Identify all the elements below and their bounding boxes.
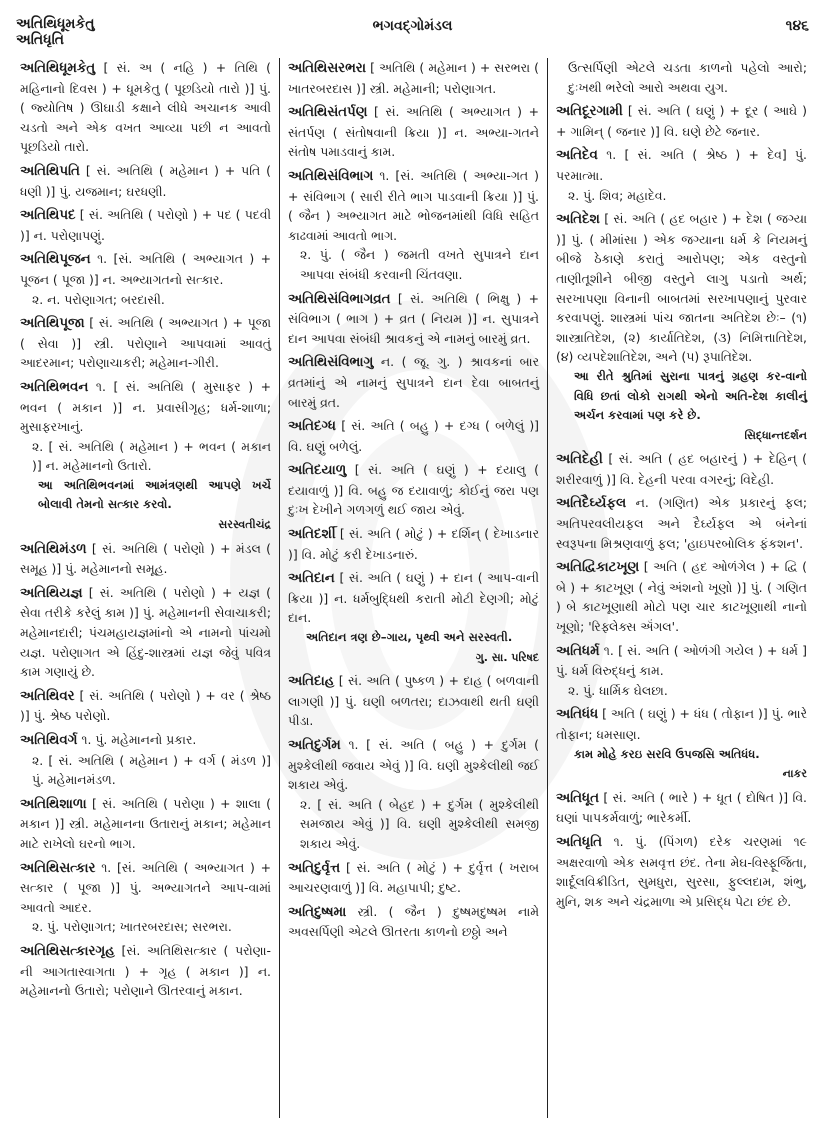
entry-definition: ૧. [સં. અતિથિ ( અભ્યાગત ) + સત્કાર ( પૂજા )] પું. અભ્યાગતને આપ-વામાં આવતો આદર. bbox=[20, 859, 271, 915]
entry-headword: અતિદેશ bbox=[556, 212, 600, 228]
entry-headword: અતિથિશાળા bbox=[20, 796, 87, 812]
entry-definition: ૧. [સં. અતિથિ ( અભ્યાગત ) + પૂજન ( પૂજા )] ન. અભ્યાગતનો સત્કાર. bbox=[20, 251, 271, 287]
entry-definition: [ સં. અતિથિ ( અભ્યાગત ) + સંતર્પણ ( સંતોષવાની ક્રિયા )] ન. અભ્યા-ગતને સંતોષ પમાડવાનું કામ. bbox=[288, 104, 539, 160]
entry-definition: [ સં. અતિથિ ( પરોણો ) + યજ્ઞ ( સેવા તરીકે કરેલું કામ )] પું. મહેમાનની સેવાચાકરી; મહેમાનદારી; પંચમહાયજ્ઞમાંનો એ નામનો પાંચમો યજ્ઞ. પરોણાગત એ હિંદુ-શાસ્ત્રમાં યજ્ઞ જેવું પવિત્ર કામ ગણાયું છે. bbox=[20, 584, 271, 680]
entry-definition: [ સં. અતિ ( ઘણું ) + દયાલુ ( દયાવાળું )] વિ. બહુ જ દયાવાળું; કોઈનું જરા પણ દુઃખ દેખીને ગળગળું થઈ જાય એવું. bbox=[288, 462, 539, 518]
entry-sense: ૨. [ સં. અતિથિ ( મહેમાન ) + ભવન ( મકાન )] ન. મહેમાનનો ઉતારો. bbox=[32, 438, 271, 474]
dictionary-entry bbox=[556, 557, 807, 636]
column-left bbox=[12, 58, 279, 1118]
entry-definition: ૧. પું. (પિંગળ) દરેક ચરણમાં ૧૯ અક્ષરવાળો એક સમવૃત્ત છંદ. તેના મેઘ-વિસ્ફૂર્જિતા, શાર્દૂલવિક્રીડિત, સુમધુરા, સુરસા, ફુલ્લદામ, શંભુ, મુનિ, શક અને ચંદ્રમાળા એ પ્રસિદ્ધ પેટા છંદ છે. bbox=[556, 833, 807, 909]
entry-headword: અતિધર્મ bbox=[556, 643, 600, 659]
dictionary-entry bbox=[20, 583, 271, 682]
column-middle bbox=[279, 58, 548, 1118]
entry-headword: અતિથિપૂજન bbox=[20, 252, 91, 268]
dictionary-entry bbox=[288, 416, 539, 456]
entry-headword: અતિદૈર્ઘ્યફલ bbox=[556, 496, 627, 512]
quotation-source: સરસ્વતીચંદ્ર bbox=[218, 518, 271, 532]
entry-headword: અતિધંધ bbox=[556, 707, 599, 723]
entry-headword: અતિથિભવન bbox=[20, 379, 89, 395]
entry-headword: અતિથિપૂજા bbox=[20, 316, 85, 332]
entry-definition: ૧. પું. મહેમાનનો પ્રકાર. bbox=[81, 732, 197, 747]
entry-definition: [ અતિ ( ઘણું ) + ધંધ ( તોફાન )] પું. ભારે તોફાન; ધમસાણ. bbox=[556, 706, 807, 742]
dictionary-entry bbox=[288, 352, 539, 412]
entry-headword: અતિદાન bbox=[288, 571, 335, 587]
entry-headword: અતિથિવર bbox=[20, 688, 75, 704]
entry-definition: [ સં. અતિથિ ( મહેમાન ) + પતિ ( ધણી )] પું. યજમાન; ઘરધણી. bbox=[20, 162, 271, 199]
entry-headword: અતિદયાળુ bbox=[288, 463, 347, 479]
entry-headword: અતિદગ્ધ bbox=[288, 419, 336, 435]
dictionary-entry bbox=[288, 289, 539, 349]
entry-definition: ઉત્સર્પિણી એટલે ચડતા કાળનો પહેલો આરો; દુઃખથી ભરેલો આરો અથવા યુગ. bbox=[568, 60, 807, 95]
dictionary-entry bbox=[20, 941, 271, 1001]
entry-headword: અતિથિવર્ગ bbox=[20, 733, 78, 748]
entry-headword: અતિથિસંવિભાગ bbox=[288, 168, 374, 184]
entry-definition: ૧. [સં. અતિથિ ( અભ્યા-ગત ) + સંવિભાગ ( સારી રીતે ભાગ પાડવાની ક્રિયા )] પું. ( જૈન ) અભ્યાગત માટે ભોજનમાંથી વિધિ સહિત કાઢવામાં આવતો ભાગ. bbox=[288, 167, 539, 243]
dictionary-entry bbox=[20, 686, 271, 726]
dictionary-entry bbox=[20, 313, 271, 373]
dictionary-entry bbox=[20, 730, 271, 790]
entry-headword: અતિથિધૂમકેતુ bbox=[20, 61, 96, 76]
dictionary-entry bbox=[288, 102, 539, 162]
dictionary-entry bbox=[556, 788, 807, 828]
entry-definition: [ સં. અ ( નહિ ) + તિથિ ( મહિનાનો દિવસ ) + ધૂમકેતુ ( પૂછડિયો તારો )] પું. ( જ્યોતિષ ) ઊઘાડી કક્ષાને લીધે અચાનક આવી ચડતો અને એક વખત આવ્યા પછી ન આવતો પૂછડિયો તારો. bbox=[20, 60, 271, 155]
entry-quotation: આ અતિથિભવનમાં આમંત્રણથી આપણે ખર્ચે બોલાવી તેમનો સત્કાર કરવો. bbox=[38, 477, 271, 512]
entry-definition: ૧. [ સં. અતિ ( બહુ ) + દુર્ગમ ( મુશ્કેલીથી જવાય એવું )] વિ. ઘણી મુશ્કેલીથી જઈ શકાય એવું. bbox=[288, 737, 539, 793]
entry-headword: અતિદ્વિકાટખૂણ bbox=[556, 560, 640, 576]
dictionary-entry bbox=[20, 161, 271, 201]
entry-headword: અતિથિસંતર્પણ bbox=[288, 105, 368, 121]
entry-definition: [ સં. અતિથિ ( અભ્યાગત ) + પૂજા ( સેવા )] સ્ત્રી. પરોણાને આપવામાં આવતું આદરમાન; પરોણાચાકરી; મહેમાન-ગીરી. bbox=[20, 315, 271, 371]
entry-definition: [ સં. અતિ ( પુષ્કળ ) + દાહ ( બળવાની લાગણી )] પું. ઘણી બળતરા; દાઝવાથી થતી ઘણી પીડા. bbox=[288, 673, 539, 729]
entry-headword: અતિથિસત્કાર bbox=[20, 860, 96, 876]
entry-definition: [ સં. અતિથિ ( પરોણો ) + વર ( શ્રેષ્ઠ )] પું. શ્રેષ્ઠ પરોણો. bbox=[20, 687, 271, 724]
page-header bbox=[0, 8, 825, 48]
dictionary-entry bbox=[556, 704, 807, 783]
entry-definition: [ સં. અતિ ( ઘણું ) + દૂર ( આઘે ) + ગામિન્ ( જનાર )] વિ. ઘણે છેટે જનાર. bbox=[556, 103, 807, 139]
dictionary-columns bbox=[12, 58, 815, 1118]
dictionary-entry bbox=[288, 524, 539, 564]
entry-headword: અતિદેહી bbox=[556, 452, 603, 468]
entry-sense: ૨. પું. ધાર્મિક ઘેલછા. bbox=[568, 682, 668, 698]
dictionary-entry bbox=[20, 58, 271, 157]
entry-headword: અતિધૃતિ bbox=[556, 834, 602, 850]
entry-sense: ૨. પું. ( જૈન ) જમતી વખતે સુપાત્રને દાન આપવા સંબંધી કરવાની ચિંતવણા. bbox=[300, 247, 539, 282]
entry-definition: [ સં. અતિ ( ઘણું ) + દાન ( આપ-વાની ક્રિયા )] ન. ધર્મબુદ્ધિથી કરાતી મોટી દેણગી; મોટું દાન. bbox=[288, 570, 539, 626]
entry-headword: અતિથિપદ bbox=[20, 208, 76, 224]
entry-sense: ૨. ન. પરોણાગત; બરદાસી. bbox=[32, 291, 165, 307]
entry-definition: ૧. [ સં. અતિથિ ( મુસાફર ) + ભવન ( મકાન )] ન. પ્રવાસીગૃહ; ધર્મ-શાળા; મુસાફરખાનું. bbox=[20, 378, 271, 435]
entry-headword: અતિદુષ્ષમા bbox=[288, 904, 347, 920]
dictionary-entry bbox=[20, 794, 271, 854]
entry-sense: ૨. [ સં. અતિથિ ( મહેમાન ) + વર્ગ ( મંડળ )] પું. મહેમાનમંડળ. bbox=[32, 752, 271, 788]
entry-headword: અતિદેવ bbox=[556, 148, 598, 164]
entry-headword: અતિદૂરગામી bbox=[556, 104, 623, 120]
entry-headword: અતિદુર્ગમ bbox=[288, 738, 341, 753]
dictionary-entry bbox=[556, 493, 807, 553]
entry-sense: ૨. પું. શિવ; મહાદેવ. bbox=[568, 187, 667, 203]
entry-headword: અતિદર્શી bbox=[288, 527, 336, 543]
entry-definition: [ અતિ ( હદ ઓળંગેલ ) + દ્વિ ( બે ) + કાટખૂણ ( નેવું અંશનો ખૂણો )] પું. ( ગણિત ) બે કાટખૂણાથી મોટો પણ ચાર કાટખૂણાથી નાનો ખૂણો; 'રિફ્લેક્સ ઍંગલ'. bbox=[556, 559, 807, 635]
quotation-source: નાકર bbox=[782, 767, 807, 781]
entry-definition: [ સં. અતિ ( હદ બહારનું ) + દેહિન્ ( શરીરવાળું )] વિ. દેહની પરવા વગરનું; વિદેહી. bbox=[556, 451, 807, 487]
entry-definition: [ સં. અતિ ( મોટું ) + દર્શિન્ ( દેખાડનાર )] વિ. મોટું કરી દેખાડનારું. bbox=[288, 526, 539, 562]
entry-headword: અતિથિસરભરા bbox=[288, 61, 367, 76]
entry-headword: અતિથિપતિ bbox=[20, 163, 80, 179]
entry-definition: ન. ( જૂ. ગુ. ) શ્રાવકનાં બાર વ્રતમાંનું એ નામનું સુપાત્રને દાન દેવા બાબતનું બારમું વ્રત. bbox=[288, 354, 539, 410]
entry-headword: અતિથિમંડળ bbox=[20, 541, 87, 557]
guide-word-last: અતિધૃતિ bbox=[16, 32, 65, 48]
entry-definition: ન. (ગણિત) એક પ્રકારનું ફલ; અતિપરવલીયફલ અને દૈર્ઘ્યફલ એ બંનેનાં સ્વરૂપના મિશ્રણવાળું ફલ; 'હાઇપરબોલિક ફંકશન'. bbox=[556, 495, 807, 551]
dictionary-entry bbox=[288, 568, 539, 667]
quotation-source: સિદ્ધાન્તદર્શન bbox=[744, 428, 807, 442]
entry-definition: [ સં. અતિ ( બહુ ) + દગ્ધ ( બળેલું )] વિ. ઘણું બળેલું. bbox=[288, 418, 539, 454]
dictionary-entry bbox=[20, 539, 271, 579]
entry-quotation: કામ મોહે કરઇ સરવિ ઉપજસિ અતિધંધ. bbox=[574, 746, 760, 761]
dictionary-entry bbox=[288, 902, 539, 942]
guide-word-first: અતિથિધૂમકેતુ bbox=[16, 16, 95, 32]
entry-sense: ૨. [ સં. અતિ ( બેહદ ) + દુર્ગમ ( મુશ્કેલીથી સમજાય એવું )] વિ. ઘણી મુશ્કેલીથી સમજી શકાય એવું. bbox=[300, 796, 539, 851]
entry-definition: [ સં. અતિ ( હદ બહાર ) + દેશ ( જગ્યા )] પું. ( મીમાંસા ) એક જગ્યાના ધર્મ કે નિયમનું બીજે ઠેકાણે કરાતું આરોપણ; એક વસ્તુનો તાણીતૂશીને બીજી વસ્તુને લાગુ પડાતો અર્થ; સરખાપણા વિનાની બાબતમાં સરખાપણાનું પુરવાર કરવાપણું. શાસ્ત્રમાં પાંચ જાતના અતિદેશ છેઃ– (૧) શાસ્ત્રાતિદેશ, (૨) કાર્યાતિદેશ, (૩) નિમિત્તાતિદેશ, (૪) વ્યપદેશાતિદેશ, અને (૫) રૂપાતિદેશ. bbox=[556, 211, 807, 365]
dictionary-entry bbox=[20, 858, 271, 937]
entry-quotation: આ રીતે શ્રુતિમાં સુરાના પાત્રનું ગ્રહણ કર-વાનો વિધિ છતાં લોકો રાગથી એનો અતિ-દેશ કાલીનું અર્ચન કરવામાં પણ કરે છે. bbox=[574, 368, 807, 423]
entry-headword: અતિદુર્વૃત્ત bbox=[288, 860, 341, 876]
entry-definition: [ સં. અતિથિ ( પરોણો ) + પદ ( પદવી )] ન. પરોણાપણું. bbox=[20, 207, 271, 243]
dictionary-entry bbox=[556, 145, 807, 205]
dictionary-entry bbox=[20, 205, 271, 245]
entry-headword: અતિથિસંવિભાગવ્રત bbox=[288, 291, 391, 307]
dictionary-entry bbox=[288, 858, 539, 898]
entry-sense: ૨. પું. પરોણાગત; ખાતરબરદાસ; સરભરા. bbox=[32, 919, 232, 935]
dictionary-entry bbox=[288, 460, 539, 520]
entry-definition: [ સં. અતિથિ ( ભિક્ષુ ) + સંવિભાગ ( ભાગ ) + વ્રત ( નિયમ )] ન. સુપાત્રને દાન આપવા સંબંધી શ્રાવકનું એ નામનું બારમું વ્રત. bbox=[288, 290, 539, 346]
entry-definition: [ સં. અતિથિ ( પરોણો ) + મંડલ ( સમૂહ )] પું. મહેમાનનો સમૂહ. bbox=[20, 540, 271, 577]
dictionary-entry bbox=[288, 735, 539, 854]
column-right bbox=[548, 58, 815, 1118]
entry-headword: અતિથિસત્કારગૃહ bbox=[20, 943, 115, 959]
entry-definition: [ સં. અતિ ( ભારે ) + ધૂત ( દોષિત )] વિ. ઘણાં પાપકર્મવાળું; ભારેકર્મી. bbox=[556, 789, 807, 826]
entry-quotation: અતિદાન ત્રણ છે–ગાય, પૃથ્વી અને સરસ્વતી. bbox=[306, 630, 513, 645]
dictionary-entry bbox=[556, 832, 807, 911]
book-title: ભગવદ્‍ગોમંડલ bbox=[372, 18, 453, 34]
entry-definition: સ્ત્રી. ( જૈન ) દુષ્ષમદુષ્ષમ નામે અવસર્પિણી એટલે ઊતરતા કાળનો છઠ્ઠો અને bbox=[288, 903, 539, 940]
page-number: ૧૪૬ bbox=[785, 18, 809, 34]
entry-definition: [ સં. અતિથિ ( પરોણા ) + શાલા ( મકાન )] સ્ત્રી. મહેમાનના ઉતારાનું મકાન; મહેમાન માટે રાખેલો ઘરનો ભાગ. bbox=[20, 795, 271, 851]
dictionary-entry bbox=[556, 101, 807, 141]
entry-headword: અતિધૂત bbox=[556, 790, 599, 806]
entry-definition: [સં. અતિથિસત્કાર ( પરોણા-ની આગતાસ્વાગતા ) + ગૃહ ( મકાન )] ન. મહેમાનનો ઉતારો; પરોણાને ઊતરવાનું મકાન. bbox=[20, 942, 271, 999]
dictionary-entry bbox=[288, 58, 539, 98]
dictionary-entry bbox=[556, 641, 807, 701]
dictionary-entry bbox=[20, 249, 271, 309]
entry-headword: અતિદાહ bbox=[288, 674, 335, 690]
dictionary-entry bbox=[288, 671, 539, 731]
quotation-source: ગુ. સા. પરિષદ bbox=[475, 650, 539, 664]
entry-definition: [ સં. અતિ ( મોટું ) + દુર્વૃત્ત ( ખરાબ આચરણવાળું )] વિ. મહાપાપી; દુષ્ટ. bbox=[288, 859, 539, 896]
dictionary-entry bbox=[556, 209, 807, 445]
entry-headword: અતિથિસંવિભાગુ bbox=[288, 355, 374, 371]
entry-definition: ૧. [ સં. અતિ ( ઓળંગી ગયેલ ) + ધર્મ ] પું. ધર્મ વિરુદ્ધનું કામ. bbox=[556, 642, 807, 679]
dictionary-entry bbox=[556, 449, 807, 489]
entry-definition: [ અતિથિ ( મહેમાન ) + સરભરા ( ખાતરબરદાસ )] સ્ત્રી. મહેમાની; પરોણાગત. bbox=[288, 60, 539, 96]
entry-definition: ૧. [ સં. અતિ ( શ્રેષ્ઠ ) + દેવ] પું. પરમાત્મા. bbox=[556, 147, 807, 183]
dictionary-entry bbox=[288, 166, 539, 285]
dictionary-entry bbox=[556, 58, 807, 97]
dictionary-entry bbox=[20, 377, 271, 535]
entry-headword: અતિથિયજ્ઞ bbox=[20, 585, 83, 601]
